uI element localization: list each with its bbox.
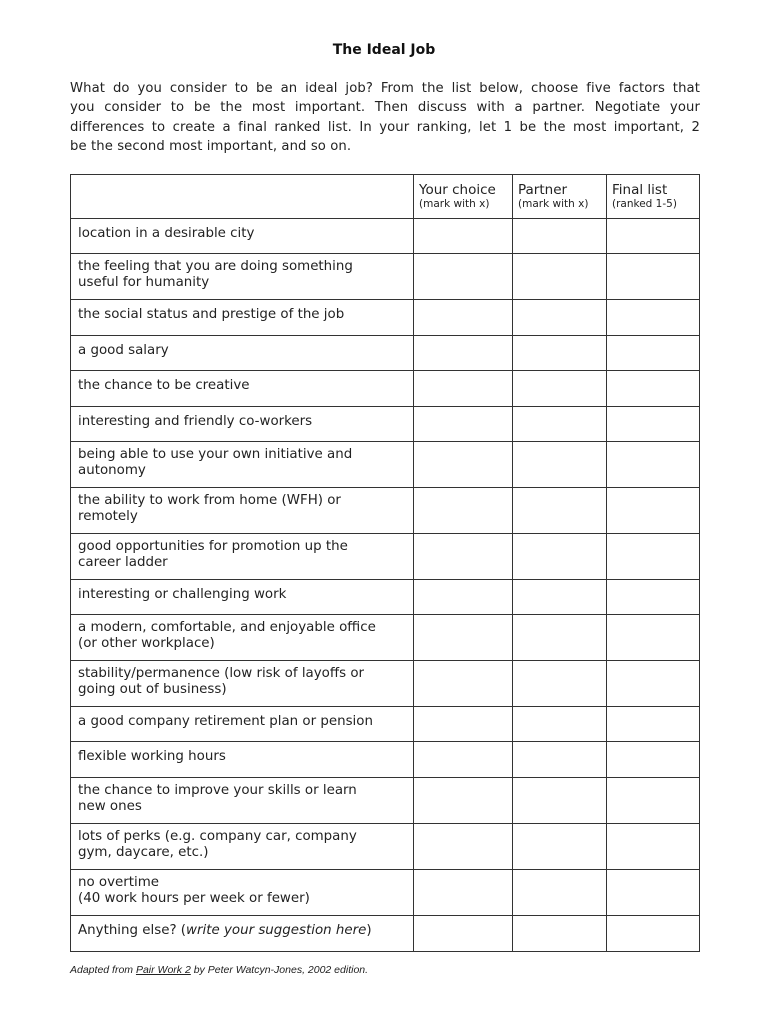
your-choice-cell[interactable] <box>414 254 513 300</box>
factor-label <box>71 371 414 407</box>
table-row <box>71 870 700 916</box>
instructions-line: be the second most important, and so on. <box>70 138 352 154</box>
citation-prefix: Adapted from <box>70 964 136 976</box>
citation-suffix: by Peter Watcyn-Jones, 2002 edition. <box>190 964 369 976</box>
factor-label <box>71 336 414 371</box>
your-choice-cell[interactable] <box>414 742 513 778</box>
table-row <box>71 615 700 661</box>
table-row <box>71 742 700 778</box>
table-row <box>71 336 700 371</box>
final-list-cell[interactable] <box>607 371 700 407</box>
column-label: Partner <box>518 182 568 198</box>
factor-text: a good salary <box>78 343 169 358</box>
factor-text: stability/permanence (low risk of layoffs or <box>78 666 365 681</box>
final-list-cell[interactable] <box>607 870 700 916</box>
factor-text-continued: going out of business) <box>78 682 227 697</box>
table-row <box>71 661 700 707</box>
factor-text-continued: useful for humanity <box>78 275 210 290</box>
your-choice-cell[interactable] <box>414 661 513 707</box>
factor-label <box>71 534 414 580</box>
your-choice-cell[interactable] <box>414 870 513 916</box>
your-choice-cell[interactable] <box>414 707 513 742</box>
table-row <box>71 219 700 254</box>
your-choice-cell[interactable] <box>414 371 513 407</box>
your-choice-cell[interactable] <box>414 916 513 952</box>
partner-cell[interactable] <box>513 336 607 371</box>
partner-column-header <box>513 175 607 219</box>
your-choice-column-header <box>414 175 513 219</box>
partner-cell[interactable] <box>513 488 607 534</box>
partner-cell[interactable] <box>513 824 607 870</box>
column-label: Final list <box>612 182 668 198</box>
page-title: The Ideal Job <box>332 42 436 58</box>
factor-text: flexible working hours <box>78 749 226 764</box>
your-choice-cell[interactable] <box>414 442 513 488</box>
partner-cell[interactable] <box>513 615 607 661</box>
other-suffix: ) <box>366 923 372 938</box>
factor-text: interesting and friendly co-workers <box>78 414 313 429</box>
final-list-cell[interactable] <box>607 580 700 615</box>
your-choice-cell[interactable] <box>414 534 513 580</box>
factor-text: the chance to improve your skills or learn <box>78 783 357 798</box>
instructions-line: you consider to be the most important. Then discuss with a partner. Negotiate your <box>70 100 700 116</box>
final-list-cell[interactable] <box>607 742 700 778</box>
factor-text-continued: career ladder <box>78 555 168 570</box>
book-title-link[interactable]: Pair Work 2 <box>135 964 191 976</box>
final-list-cell[interactable] <box>607 778 700 824</box>
final-list-cell[interactable] <box>607 661 700 707</box>
factor-text: being able to use your own initiative and <box>78 447 353 462</box>
partner-cell[interactable] <box>513 371 607 407</box>
factor-text-continued: new ones <box>78 799 142 814</box>
table-row <box>71 488 700 534</box>
column-sublabel: (mark with x) <box>419 198 490 210</box>
partner-cell[interactable] <box>513 661 607 707</box>
factor-text: no overtime <box>78 875 160 890</box>
your-choice-cell[interactable] <box>414 824 513 870</box>
ranking-table <box>70 174 700 952</box>
factor-label <box>71 254 414 300</box>
table-row <box>71 442 700 488</box>
final-list-cell[interactable] <box>607 219 700 254</box>
table-row <box>71 371 700 407</box>
partner-cell[interactable] <box>513 254 607 300</box>
factor-label <box>71 615 414 661</box>
factor-text-continued: autonomy <box>78 463 146 478</box>
partner-cell[interactable] <box>513 778 607 824</box>
factor-column-header <box>71 175 414 219</box>
partner-cell[interactable] <box>513 300 607 336</box>
final-list-cell[interactable] <box>607 707 700 742</box>
final-list-cell[interactable] <box>607 615 700 661</box>
factor-text: the social status and prestige of the job <box>78 307 345 322</box>
factor-text: a good company retirement plan or pension <box>78 714 373 729</box>
final-list-cell[interactable] <box>607 407 700 442</box>
partner-cell[interactable] <box>513 219 607 254</box>
other-hint: write your suggestion here <box>186 923 367 938</box>
source-citation <box>70 964 368 976</box>
factor-label <box>71 442 414 488</box>
final-list-cell[interactable] <box>607 824 700 870</box>
table-row <box>71 916 700 952</box>
final-list-cell[interactable] <box>607 254 700 300</box>
table-row <box>71 300 700 336</box>
partner-cell[interactable] <box>513 742 607 778</box>
instructions-line: What do you consider to be an ideal job? From the list below, choose five factors that <box>70 81 700 96</box>
factor-text-continued: (or other workplace) <box>78 636 215 651</box>
table-row <box>71 580 700 615</box>
factor-label <box>71 707 414 742</box>
table-row <box>71 824 700 870</box>
your-choice-cell[interactable] <box>414 778 513 824</box>
instructions-line: differences to create a final ranked list. In your ranking, let 1 be the most important, 2 <box>70 119 700 135</box>
table-row <box>71 778 700 824</box>
factor-text-continued: gym, daycare, etc.) <box>78 845 209 860</box>
final-list-cell[interactable] <box>607 336 700 371</box>
factor-text: interesting or challenging work <box>78 587 287 602</box>
factor-text: good opportunities for promotion up the <box>78 539 348 554</box>
factor-text: a modern, comfortable, and enjoyable office <box>78 620 376 635</box>
partner-cell[interactable] <box>513 442 607 488</box>
table-row <box>71 254 700 300</box>
table-row <box>71 534 700 580</box>
your-choice-cell[interactable] <box>414 300 513 336</box>
column-sublabel: (ranked 1-5) <box>612 198 677 210</box>
factor-label <box>71 916 414 952</box>
factor-text: location in a desirable city <box>78 226 255 241</box>
factor-label <box>71 300 414 336</box>
final-list-cell[interactable] <box>607 916 700 952</box>
factor-text: the ability to work from home (WFH) or <box>78 493 341 508</box>
table-row <box>71 707 700 742</box>
final-list-cell[interactable] <box>607 300 700 336</box>
factor-label <box>71 824 414 870</box>
final-list-cell[interactable] <box>607 534 700 580</box>
other-prefix: Anything else? ( <box>78 923 187 938</box>
partner-cell[interactable] <box>513 707 607 742</box>
factor-rows <box>71 219 700 952</box>
partner-cell[interactable] <box>513 407 607 442</box>
column-label: Your choice <box>419 182 496 198</box>
factor-label <box>71 870 414 916</box>
your-choice-cell[interactable] <box>414 580 513 615</box>
partner-cell[interactable] <box>513 916 607 952</box>
column-sublabel: (mark with x) <box>518 198 589 210</box>
instructions-paragraph <box>70 79 700 156</box>
partner-cell[interactable] <box>513 534 607 580</box>
factor-label <box>71 219 414 254</box>
factor-text: the feeling that you are doing something <box>78 259 353 274</box>
final-list-cell[interactable] <box>607 442 700 488</box>
factor-label <box>71 580 414 615</box>
factor-text-continued: (40 work hours per week or fewer) <box>78 891 310 906</box>
factor-label <box>71 742 414 778</box>
your-choice-cell[interactable] <box>414 615 513 661</box>
table-header-row <box>71 175 700 219</box>
factor-text-continued: remotely <box>78 509 138 524</box>
partner-cell[interactable] <box>513 870 607 916</box>
factor-text: lots of perks (e.g. company car, company <box>78 829 357 844</box>
final-list-cell[interactable] <box>607 488 700 534</box>
your-choice-cell[interactable] <box>414 219 513 254</box>
partner-cell[interactable] <box>513 580 607 615</box>
factor-label <box>71 407 414 442</box>
factor-label <box>71 488 414 534</box>
factor-label <box>71 778 414 824</box>
factor-text: the chance to be creative <box>78 378 250 393</box>
your-choice-cell[interactable] <box>414 407 513 442</box>
your-choice-cell[interactable] <box>414 336 513 371</box>
your-choice-cell[interactable] <box>414 488 513 534</box>
factor-label <box>71 661 414 707</box>
final-list-column-header <box>607 175 700 219</box>
table-row <box>71 407 700 442</box>
